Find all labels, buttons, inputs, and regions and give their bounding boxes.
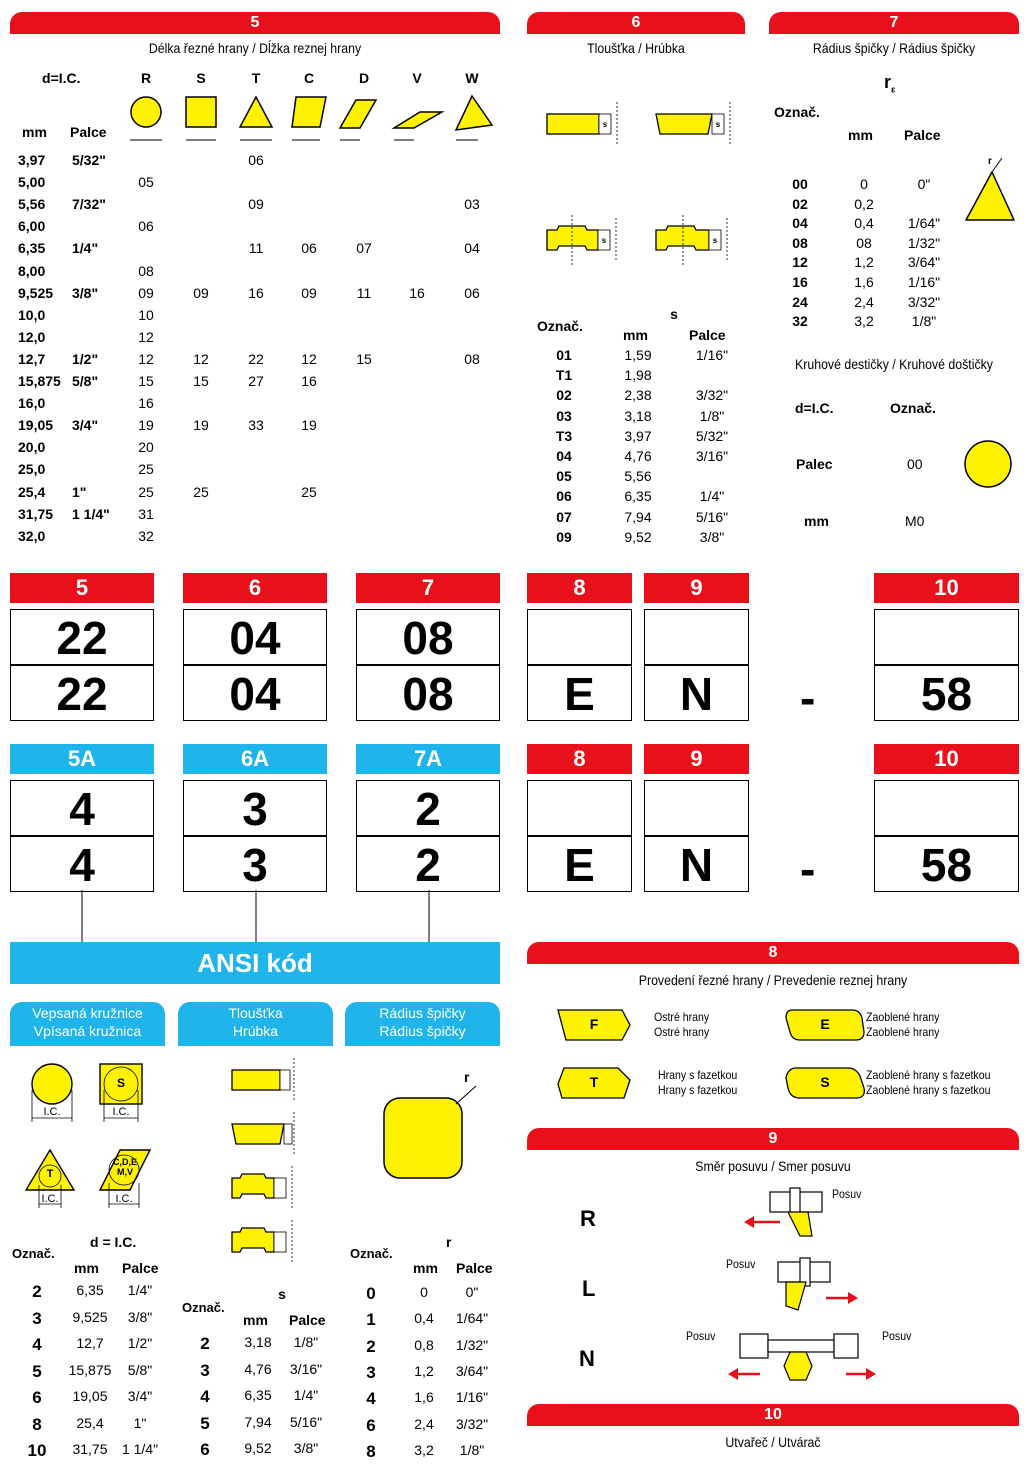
sec5-row-value: 25 (193, 483, 209, 500)
tool-left-icon (786, 1282, 806, 1310)
tool-right-icon (788, 1212, 812, 1236)
ansi-t2-row-mm: 6,35 (244, 1387, 272, 1403)
sec5-row-value: 20 (138, 439, 154, 456)
code_iso-header: 9 (644, 573, 749, 603)
code_iso-cell-bottom: 04 (183, 665, 327, 721)
sec5-row-value: 04 (464, 240, 480, 257)
code_ansi-header: 9 (644, 744, 749, 774)
ansi-t1-row-code: 6 (32, 1388, 42, 1407)
sec6-row-palce: 5/32" (695, 427, 729, 444)
ansi-t1-row-palce: 3/4" (127, 1388, 153, 1404)
code_iso-cell-top: 22 (10, 609, 154, 665)
sec8-code-f: F (589, 1016, 599, 1032)
ansi-t1-row-palce: 5/8" (127, 1361, 153, 1378)
code_ansi-cell-bottom: 4 (10, 836, 154, 892)
ansi-t3-palce: Palce (456, 1260, 493, 1276)
sec9-letter-r: R (580, 1206, 596, 1231)
ansi-t2-row-mm: 4,76 (244, 1360, 272, 1377)
code_ansi-cell-bottom: N (644, 836, 749, 892)
sec7-row-code: 02 (792, 195, 808, 212)
sec5-shape-letter: D (358, 70, 370, 86)
sec5-row-value: 25 (138, 461, 154, 478)
ansi-t3-row-mm: 1,2 (414, 1362, 434, 1379)
sec5-shape-letter: R (140, 70, 152, 86)
ansi-t3-row-palce: 1/8" (459, 1441, 485, 1458)
sec8-label-e: Zaoblené hrany Zaoblené hrany (866, 1010, 940, 1039)
sec7-col-mm: mm (848, 127, 873, 143)
sec7-round-row1-code: 00 (907, 456, 923, 472)
sec6-row-mm: 6,35 (624, 488, 652, 505)
ansi-ic-label-3: I.C. (41, 1193, 59, 1205)
sec5-col-dic: d=I.C. (42, 70, 81, 86)
sec5-row-value: 09 (301, 284, 317, 301)
ansi-t3-row-palce: 3/64" (455, 1362, 489, 1379)
sec5-row-value: 12 (138, 328, 154, 345)
code_iso-cell-bottom: 08 (356, 665, 500, 721)
ansi-t1-row-mm: 15,875 (68, 1361, 112, 1378)
ansi-t1-row-code: 10 (27, 1441, 47, 1460)
ansi-t2-row-palce: 1/4" (293, 1387, 319, 1403)
sec5-row-mm: 12,7 (18, 350, 46, 367)
sec9-posuv-n2: Posuv (882, 1329, 912, 1343)
ansi-t2-s: s (278, 1286, 286, 1302)
sec5-row-value: 05 (138, 174, 154, 191)
ansi-t1-row-palce: 1/2" (127, 1335, 153, 1351)
sec9-posuv-l: Posuv (726, 1257, 756, 1271)
ansi-shape-t-label: T (46, 1168, 54, 1180)
sec7-row-code: 32 (792, 313, 808, 330)
sec5-row-palce: 1/4" (72, 240, 99, 257)
sec7-round-row2-code: M0 (905, 513, 925, 529)
sec5-row-value: 06 (464, 284, 480, 301)
sec5-row-value: 11 (356, 284, 372, 301)
sec5-row-value: 22 (248, 350, 264, 367)
ansi-t2-row-palce: 3/16" (289, 1360, 323, 1377)
ansi-t3-row-mm: 2,4 (414, 1415, 434, 1432)
sec5-row-mm: 8,00 (18, 262, 46, 279)
sec5-row-value: 19 (301, 417, 317, 434)
ansi-t3-row-palce: 0" (465, 1284, 479, 1300)
sec5-row-palce: 3/8" (72, 284, 99, 301)
sec6-col-oznac: Označ. (537, 318, 583, 334)
sec10-title: Utvařeč / Utvárač (725, 1434, 821, 1450)
ansi-t3-row-code: 3 (366, 1362, 376, 1382)
sec8-code-s: S (820, 1074, 830, 1090)
sec7-row-palce: 1/16" (907, 274, 941, 290)
code_iso-cell-bottom: 22 (10, 665, 154, 721)
svg-text:s: s (602, 120, 608, 129)
sec5-row-palce: 3/4" (72, 417, 99, 434)
code_ansi-cell-bottom: 3 (183, 836, 327, 892)
sec5-row-palce: 1/2" (72, 350, 99, 367)
sec8-code-e: E (820, 1016, 830, 1032)
sec6-row-code: 09 (556, 528, 572, 545)
code_ansi-cell-top: 3 (183, 780, 327, 836)
sec5-row-mm: 20,0 (18, 439, 46, 456)
sec8-tab: 8 (527, 942, 1019, 964)
ansi-t1-row-code: 8 (32, 1414, 42, 1434)
sec10-tab: 10 (527, 1404, 1019, 1426)
sec5-row-mm: 15,875 (18, 373, 61, 389)
ansi-t3-row-mm: 0,4 (414, 1310, 434, 1327)
sec7-row-code: 04 (792, 215, 808, 232)
sec6-row-palce: 1/8" (699, 407, 725, 424)
sec6-row-code: 05 (556, 468, 572, 485)
sec5-shape-letter: T (251, 70, 261, 86)
sec6-row-palce: 1/4" (699, 488, 725, 505)
sec5-row-value: 32 (138, 527, 154, 544)
sec5-row-palce: 5/8" (72, 373, 99, 389)
code_iso-header: 7 (356, 573, 500, 603)
ansi-t1-palce: Palce (122, 1260, 159, 1276)
sec7-round-col-dic: d=I.C. (795, 400, 834, 416)
sec6-col-mm: mm (623, 327, 648, 343)
sec5-row-value: 03 (464, 196, 480, 213)
sec8-code-t: T (589, 1074, 599, 1090)
code_iso-cell-top: 08 (356, 609, 500, 665)
sec6-row-code: 07 (556, 508, 572, 525)
sec8-label-s: Zaoblené hrany s fazetkou Zaoblené hrany s fazetkou (866, 1068, 991, 1097)
sec5-tab: 5 (10, 12, 500, 34)
ansi-col3-header: Rádius špičky Rádius špičky (345, 1002, 500, 1046)
sec7-row-mm: 1,6 (854, 274, 874, 290)
sec7-row-mm: 1,2 (854, 254, 874, 271)
ansi-t1-row-palce: 1/4" (127, 1282, 153, 1298)
ansi-t1-row-mm: 9,525 (72, 1308, 108, 1325)
ansi-t1-row-palce: 1" (133, 1414, 147, 1431)
sec5-row-value: 08 (138, 262, 154, 279)
code_iso-header: 10 (874, 573, 1019, 603)
sec5-row-mm: 12,0 (18, 328, 46, 345)
ansi-t1-dic: d = I.C. (90, 1234, 137, 1250)
sec7-row-mm: 0,2 (854, 195, 874, 212)
sec6-row-code: 04 (556, 448, 572, 464)
code_ansi-cell-bottom: E (527, 836, 632, 892)
code_ansi-header: 5A (10, 744, 154, 774)
sec6-row-mm: 5,56 (624, 468, 652, 485)
sec7-row-mm: 0,4 (854, 215, 874, 232)
ansi-ic-label-2: I.C. (112, 1106, 130, 1118)
sec5-row-value: 09 (248, 196, 264, 213)
sec7-round-title: Kruhové destičky / Kruhové doštičky (795, 356, 993, 372)
sec5-row-mm: 25,4 (18, 483, 46, 500)
sec6-row-code: T1 (555, 367, 573, 384)
sec6-row-mm: 7,94 (624, 508, 652, 525)
sec8-label-t: Hrany s fazetkou Hrany s fazetkou (658, 1068, 738, 1097)
sec6-row-mm: 1,98 (624, 367, 652, 384)
sec7-row-mm: 08 (856, 234, 872, 251)
svg-text:s: s (715, 120, 721, 129)
sec7-row-mm: 3,2 (854, 313, 874, 330)
sec8-title: Provedení řezné hrany / Prevedenie reznej hrany (638, 972, 908, 988)
sec7-row-code: 24 (792, 293, 808, 310)
ansi-shape-cdemv-label: C,D,E M,V (112, 1157, 137, 1177)
sec5-row-mm: 6,00 (18, 218, 46, 235)
sec5-row-palce: 1 1/4" (72, 505, 110, 522)
sec6-row-code: 02 (556, 387, 572, 404)
code_iso-header: 8 (527, 573, 632, 603)
sec6-row-palce: 3/16" (695, 448, 729, 464)
sec9-posuv-r: Posuv (832, 1187, 862, 1201)
sec6-title: Tloušťka / Hrúbka (587, 40, 685, 56)
code_ansi-cell-bottom: 2 (356, 836, 500, 892)
sec5-col-mm: mm (22, 124, 47, 140)
ansi-t1-row-palce: 3/8" (127, 1308, 153, 1325)
sec5-shape-letter: S (196, 70, 206, 86)
sec7-row-palce: 1/32" (907, 234, 941, 251)
ansi-t3-row-palce: 1/16" (455, 1389, 489, 1406)
sec7-row-palce: 1/64" (907, 215, 941, 232)
sec5-row-mm: 10,0 (18, 306, 46, 323)
sec6-row-mm: 2,38 (624, 387, 652, 404)
sec7-round-col-oznac: Označ. (890, 400, 936, 416)
sec5-row-value: 27 (248, 373, 264, 389)
sec5-shape-letter: V (412, 70, 422, 86)
sec6-row-palce: 3/8" (699, 528, 725, 545)
sec5-row-value: 09 (193, 284, 209, 301)
ansi-ic-label-4: I.C. (115, 1193, 133, 1205)
code_iso-cell-bottom: E (527, 665, 632, 721)
sec7-col-oznac: Označ. (774, 104, 820, 120)
sec5-row-value: 19 (193, 417, 209, 434)
ansi-t1-row-code: 2 (32, 1282, 42, 1301)
sec7-row-mm: 2,4 (854, 293, 874, 310)
sec7-round-row1-label: Palec (796, 456, 833, 472)
ansi-t3-r: r (446, 1234, 452, 1250)
sec5-row-value: 11 (248, 240, 264, 257)
ansi-t1-oznac: Označ. (12, 1246, 55, 1261)
sec6-row-palce: 3/32" (695, 387, 729, 404)
sec6-row-code: 01 (556, 347, 572, 363)
sec9-posuv-n1: Posuv (686, 1329, 716, 1343)
ansi-t3-row-code: 0 (366, 1284, 376, 1303)
code_iso-cell-bottom: 58 (874, 665, 1019, 721)
sec5-row-value: 06 (138, 218, 154, 235)
ansi-shape-s-label: S (116, 1076, 125, 1090)
sec5-row-mm: 32,0 (18, 527, 46, 544)
svg-text:s: s (601, 236, 607, 245)
ansi-t3-row-mm: 3,2 (414, 1441, 434, 1458)
ansi-t3-row-code: 8 (366, 1441, 376, 1461)
ansi-t3-row-palce: 1/64" (455, 1310, 489, 1327)
sec5-row-value: 16 (301, 373, 317, 389)
ansi-title-bar: ANSI kód (10, 942, 500, 984)
ansi-t2-row-code: 3 (200, 1360, 210, 1380)
sec5-row-mm: 6,35 (18, 240, 46, 257)
ansi-t1-row-mm: 12,7 (76, 1335, 104, 1351)
sec5-row-value: 15 (138, 373, 154, 389)
sec5-row-value: 16 (138, 395, 154, 412)
sec6-row-palce: 5/16" (695, 508, 729, 525)
sec6-row-palce: 1/16" (695, 347, 729, 363)
code_ansi-cell-top: 4 (10, 780, 154, 836)
sec5-row-palce: 5/32" (72, 152, 106, 168)
ansi-t1-row-code: 3 (32, 1308, 42, 1328)
sec7-title: Rádius špičky / Rádius špičky (812, 40, 976, 56)
ansi-t3-row-palce: 1/32" (455, 1336, 489, 1353)
code_iso-cell-bottom: N (644, 665, 749, 721)
ansi-t2-row-code: 4 (200, 1387, 210, 1406)
sec5-row-value: 08 (464, 350, 480, 367)
sec6-col-s: s (670, 306, 678, 322)
ansi-t2-row-code: 5 (200, 1413, 210, 1433)
sec5-row-mm: 5,56 (18, 196, 46, 213)
sec5-shape-letter: C (303, 70, 315, 86)
sec5-row-value: 16 (248, 284, 264, 301)
ansi-t3-row-code: 4 (366, 1389, 376, 1409)
ansi-ic-label-1: I.C. (43, 1106, 61, 1118)
ansi-t2-row-palce: 5/16" (289, 1413, 323, 1430)
sec5-row-value: 25 (301, 483, 317, 500)
sec5-row-value: 15 (356, 350, 372, 367)
sec5-col-palce: Palce (70, 124, 107, 140)
ansi-t3-oznac: Označ. (350, 1246, 393, 1261)
ansi-t1-row-mm: 25,4 (76, 1414, 104, 1431)
sec6-row-mm: 1,59 (624, 347, 652, 363)
sec6-row-mm: 9,52 (624, 528, 652, 545)
code_ansi-header: 6A (183, 744, 327, 774)
ansi-t2-row-palce: 1/8" (293, 1334, 319, 1350)
ansi-t3-mm: mm (413, 1260, 438, 1276)
sec5-row-value: 33 (248, 417, 264, 434)
sec5-row-value: 10 (138, 306, 154, 323)
sec6-row-mm: 3,18 (624, 407, 652, 424)
sec5-row-mm: 19,05 (18, 417, 54, 434)
sec5-row-value: 09 (138, 284, 154, 301)
code_ansi-dash: - (800, 843, 816, 895)
ansi-t2-row-mm: 9,52 (244, 1440, 272, 1456)
ansi-t3-row-palce: 3/32" (455, 1415, 489, 1432)
ansi-t3-row-code: 1 (366, 1310, 376, 1330)
sec6-row-code: 03 (556, 407, 572, 424)
ansi-t1-row-mm: 19,05 (72, 1388, 108, 1404)
ansi-col2-header: Tloušťka Hrúbka (178, 1002, 333, 1046)
tool-neutral-icon (784, 1352, 812, 1380)
sec7-row-palce: 1/8" (911, 313, 937, 330)
ansi-t3-row-code: 6 (366, 1415, 376, 1435)
code_ansi-header: 8 (527, 744, 632, 774)
sec5-row-value: 25 (138, 483, 154, 500)
sec9-title: Směr posuvu / Smer posuvu (695, 1158, 851, 1174)
sec6-row-mm: 4,76 (624, 448, 652, 464)
ansi-t1-row-mm: 31,75 (72, 1441, 108, 1457)
sec7-row-palce: 3/64" (907, 254, 941, 271)
sec7-symbol: $r_\varepsilon$ (884, 72, 896, 95)
ansi-t2-row-palce: 3/8" (293, 1440, 319, 1456)
ansi-t3-row-mm: 0 (420, 1284, 428, 1300)
sec5-row-mm: 5,00 (18, 174, 46, 191)
ansi-t1-row-mm: 6,35 (76, 1282, 104, 1298)
svg-text:r: r (464, 1069, 470, 1085)
ansi-t2-row-code: 2 (200, 1334, 210, 1353)
ansi-t1-row-code: 4 (32, 1335, 42, 1354)
sec5-row-value: 16 (409, 284, 425, 301)
sec5-row-value: 15 (193, 373, 209, 389)
sec7-row-code: 12 (792, 254, 808, 271)
sec5-row-mm: 31,75 (18, 505, 54, 522)
ansi-t2-row-mm: 3,18 (244, 1334, 272, 1350)
code_ansi-header: 10 (874, 744, 1019, 774)
ansi-col1-header: Vepsaná kružnice Vpísaná kružnica (10, 1002, 165, 1046)
sec5-row-palce: 1" (72, 483, 87, 500)
ansi-t3-row-mm: 1,6 (414, 1389, 434, 1406)
svg-text:s: s (712, 236, 718, 245)
sec5-row-mm: 25,0 (18, 461, 46, 478)
sec5-row-value: 12 (301, 350, 317, 367)
sec5-row-value: 06 (248, 152, 264, 168)
ansi-t2-row-code: 6 (200, 1440, 210, 1459)
sec6-row-code: 06 (556, 488, 572, 505)
sec7-tab: 7 (769, 12, 1019, 34)
sec9-letter-l: L (582, 1276, 596, 1301)
sec6-row-mm: 3,97 (624, 427, 652, 444)
sec5-row-value: 12 (138, 350, 154, 367)
ansi-t2-oznac: Označ. (182, 1300, 225, 1315)
sec9-tab: 9 (527, 1128, 1019, 1150)
svg-text:r: r (988, 156, 992, 167)
ansi-t2-row-mm: 7,94 (244, 1413, 272, 1430)
sec5-row-value: 31 (138, 505, 154, 522)
sec7-row-code: 00 (792, 176, 808, 192)
sec7-row-mm: 0 (860, 176, 868, 192)
ansi-t2-palce: Palce (289, 1312, 326, 1328)
sec5-row-value: 06 (301, 240, 317, 257)
sec7-row-palce: 3/32" (907, 293, 941, 310)
ansi-t1-row-code: 5 (32, 1361, 42, 1381)
sec5-row-mm: 9,525 (18, 284, 54, 301)
code_iso-header: 5 (10, 573, 154, 603)
ansi-t3-row-mm: 0,8 (414, 1336, 434, 1353)
ansi-t2-mm: mm (243, 1312, 268, 1328)
code_iso-dash: - (800, 672, 816, 724)
code_ansi-cell-top: 2 (356, 780, 500, 836)
sec6-col-palce: Palce (689, 327, 726, 343)
sec5-row-value: 07 (356, 240, 372, 257)
code_iso-header: 6 (183, 573, 327, 603)
code_iso-cell-top: 04 (183, 609, 327, 665)
ansi-t1-row-palce: 1 1/4" (121, 1441, 159, 1457)
sec5-row-palce: 7/32" (72, 196, 106, 213)
sec5-title: Délka řezné hrany / Dĺžka reznej hrany (148, 40, 362, 56)
sec7-row-code: 08 (792, 234, 808, 251)
sec7-col-palce: Palce (904, 127, 941, 143)
sec7-round-row2-label: mm (804, 513, 829, 529)
code_ansi-header: 7A (356, 744, 500, 774)
code_ansi-cell-bottom: 58 (874, 836, 1019, 892)
sec6-row-code: T3 (555, 427, 573, 444)
ansi-t3-row-code: 2 (366, 1336, 376, 1356)
sec5-shape-letter: W (465, 70, 479, 86)
ansi-t1-mm: mm (74, 1260, 99, 1276)
sec5-row-value: 12 (193, 350, 209, 367)
sec8-label-f: Ostré hrany Ostré hrany (654, 1010, 710, 1039)
sec5-row-mm: 3,97 (18, 152, 46, 168)
sec5-row-value: 19 (138, 417, 154, 434)
sec5-row-mm: 16,0 (18, 395, 46, 412)
sec7-row-code: 16 (792, 274, 808, 290)
sec6-tab: 6 (527, 12, 745, 34)
sec7-row-palce: 0" (917, 176, 931, 192)
sec9-letter-n: N (579, 1346, 595, 1371)
